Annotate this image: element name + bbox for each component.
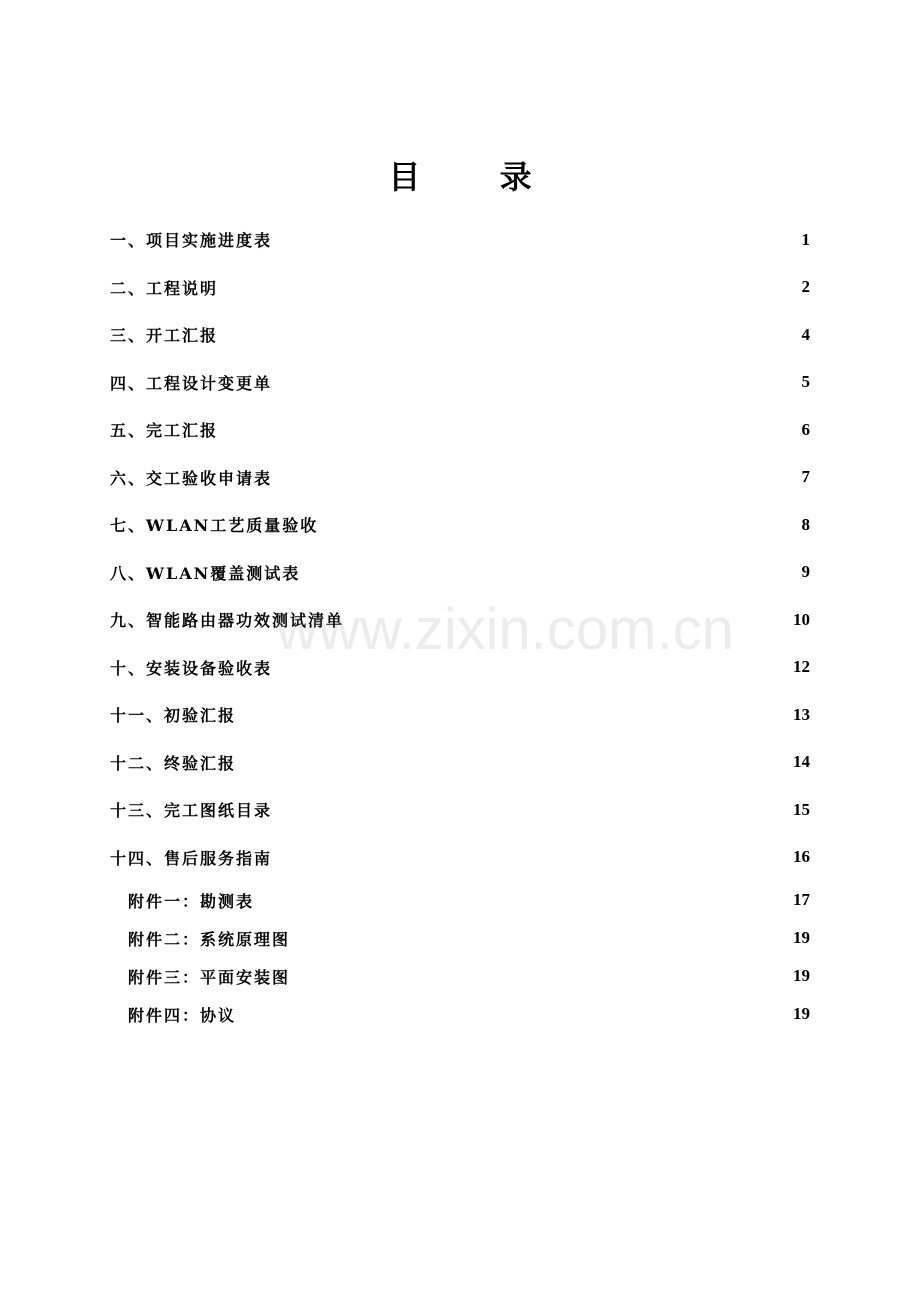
dot-leader bbox=[280, 469, 797, 485]
dot-leader bbox=[326, 517, 797, 533]
toc-entry-page: 1 bbox=[801, 229, 810, 249]
toc-appendix-entry[interactable] bbox=[110, 957, 810, 995]
toc-appendix-entry[interactable] bbox=[110, 995, 810, 1033]
toc-entry-page: 5 bbox=[801, 372, 810, 392]
dot-leader bbox=[226, 279, 797, 295]
toc-entry-label: 八、WLAN覆盖测试表 bbox=[110, 561, 306, 584]
toc-entry-label: 七、WLAN工艺质量验收 bbox=[110, 513, 324, 536]
toc-entry-label: 十、安装设备验收表 bbox=[110, 656, 278, 679]
toc-entry-label: 二、工程说明 bbox=[110, 276, 224, 299]
toc-entry[interactable] bbox=[110, 406, 810, 454]
dot-leader bbox=[298, 968, 789, 984]
toc-entry[interactable] bbox=[110, 264, 810, 312]
toc-entry-page: 7 bbox=[801, 467, 810, 487]
toc-entry[interactable] bbox=[110, 454, 810, 502]
toc-entry-label: 附件一：勘测表 bbox=[128, 889, 260, 912]
toc-entry[interactable] bbox=[110, 501, 810, 549]
toc-entry-page: 8 bbox=[801, 514, 810, 534]
toc-entry[interactable] bbox=[110, 549, 810, 597]
toc-entry-page: 19 bbox=[793, 966, 810, 985]
toc-entry[interactable] bbox=[110, 216, 810, 264]
table-of-contents bbox=[110, 216, 810, 1033]
toc-appendix-entry[interactable] bbox=[110, 881, 810, 919]
dot-leader bbox=[280, 374, 797, 390]
toc-entry[interactable] bbox=[110, 834, 810, 882]
toc-entry-page: 17 bbox=[793, 890, 810, 909]
toc-entry-label: 附件三：平面安装图 bbox=[128, 965, 296, 988]
toc-entry-page: 9 bbox=[801, 562, 810, 582]
toc-entry-page: 19 bbox=[793, 928, 810, 947]
dot-leader bbox=[244, 707, 789, 723]
toc-entry-page: 4 bbox=[801, 324, 810, 344]
watermark: www.zixin.com.cn bbox=[276, 597, 734, 662]
toc-entry-label: 附件四：协议 bbox=[128, 1003, 242, 1026]
toc-entry[interactable] bbox=[110, 596, 810, 644]
toc-entry-page: 12 bbox=[793, 657, 810, 677]
dot-leader bbox=[244, 1006, 789, 1022]
dot-leader bbox=[308, 564, 797, 580]
toc-entry-page: 13 bbox=[793, 704, 810, 724]
toc-entry-label: 附件二：系统原理图 bbox=[128, 927, 296, 950]
toc-entry-page: 15 bbox=[793, 799, 810, 819]
toc-entry-page: 16 bbox=[793, 847, 810, 867]
toc-entry-page: 10 bbox=[793, 609, 810, 629]
toc-entry-label: 六、交工验收申请表 bbox=[110, 466, 278, 489]
toc-entry-label: 十一、初验汇报 bbox=[110, 703, 242, 726]
dot-leader bbox=[226, 422, 797, 438]
toc-entry-label: 十三、完工图纸目录 bbox=[110, 798, 278, 821]
dot-leader bbox=[226, 327, 797, 343]
dot-leader bbox=[280, 849, 789, 865]
toc-entry-label: 四、工程设计变更单 bbox=[110, 371, 278, 394]
toc-entry-label: 三、开工汇报 bbox=[110, 323, 224, 346]
dot-leader bbox=[262, 892, 789, 908]
toc-entry[interactable] bbox=[110, 739, 810, 787]
dot-leader bbox=[298, 930, 789, 946]
dot-leader bbox=[244, 754, 789, 770]
toc-entry-label: 一、项目实施进度表 bbox=[110, 228, 278, 251]
dot-leader bbox=[280, 232, 797, 248]
toc-entry[interactable] bbox=[110, 644, 810, 692]
toc-entry-label: 五、完工汇报 bbox=[110, 418, 224, 441]
toc-entry-label: 十二、终验汇报 bbox=[110, 751, 242, 774]
toc-entry-page: 19 bbox=[793, 1004, 810, 1023]
page-title: 目 录 bbox=[388, 158, 566, 196]
toc-entry-label: 九、智能路由器功效测试清单 bbox=[110, 608, 350, 631]
toc-entry[interactable] bbox=[110, 786, 810, 834]
toc-entry[interactable] bbox=[110, 359, 810, 407]
dot-leader bbox=[280, 659, 789, 675]
toc-entry-page: 2 bbox=[801, 277, 810, 297]
toc-appendix-entry[interactable] bbox=[110, 919, 810, 957]
toc-entry[interactable] bbox=[110, 691, 810, 739]
dot-leader bbox=[352, 612, 789, 628]
toc-entry[interactable] bbox=[110, 311, 810, 359]
toc-entry-page: 6 bbox=[801, 419, 810, 439]
dot-leader bbox=[280, 802, 789, 818]
toc-entry-label: 十四、售后服务指南 bbox=[110, 846, 278, 869]
toc-entry-page: 14 bbox=[793, 752, 810, 772]
